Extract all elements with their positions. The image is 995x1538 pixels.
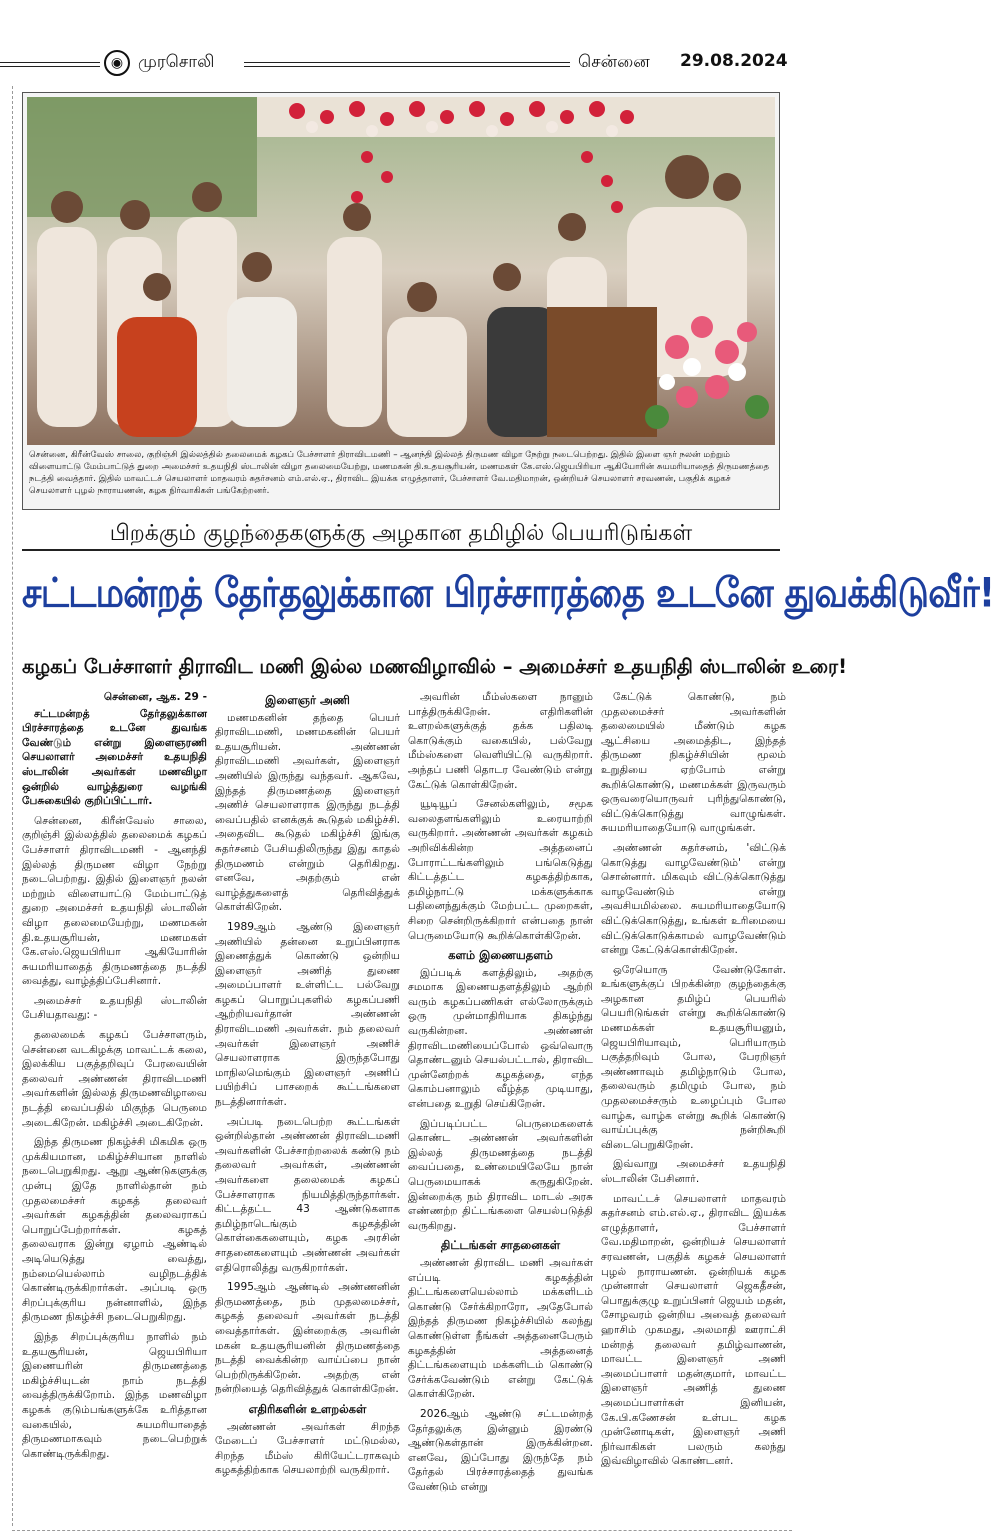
bottom-rule bbox=[12, 1530, 792, 1531]
paragraph: அண்ணன் அவர்கள் சிறந்த மேடைப் பேச்சாளர் மட்டுமல்ல, சிறந்த மீம்ஸ் கிரியேட்டராகவும் கழகத்திற்காக செயலாற்றி வருகிறார். bbox=[215, 1420, 400, 1477]
photo-caption: சென்னை, கிரீன்வேஸ் சாலை, குறிஞ்சி இல்லத்தில் தலைமைக் கழகப் பேச்சாளர் திராவிடமணி – ஆனந்தி இல்லத் திருமண விழா நேற்று நடைபெற்றது. இதில் இளை ஞர் நலன் மற்றும் விளையாட்டு மேம்பாட்டுத் துறை அமைச்சர் உதயநிதி ஸ்டாலின் விழா தலைமையேற்று, மணமகன் தி.உதயசூரியன், மணமகள் கே.எஸ்.ஜெயபிரியா ஆகியோரின் சுயமரியாதைத் திருமணத்தை நடத்தி வைத்தார். இதில் மாவட்டச் செயலாளர் மாதவரம் சுதர்சனம் எம்.எல்.ஏ., திராவிட இயக்க எழுத்தாளர், பேச்சாளர் வே.மதிமாறன், ஒன்றியச் செயலாளர் சரவணன், பகுதிக் கழகச் செயலாளர் புழல் நாராயணன், கழக நிர்வாகிகள் பங்கேற்றனர். bbox=[29, 450, 770, 496]
paragraph: இந்த சிறப்புக்குரிய நாளில் நம் உதயசூரியன், ஜெயபிரியா இணையரின் திருமணத்தை மகிழ்ச்சியுடன் நாம் நடத்தி வைத்திருக்கிறோம். இந்த மணவிழா கழகக் குடும்பங்களுக்கே உரித்தான வகையில், சுயமரியாதைத் திருமணமாகவும் நடைபெற்றுக் கொண்டிருக்கிறது. bbox=[22, 1330, 207, 1460]
paragraph: அவரின் மீம்ஸ்களை நானும் பாத்திருக்கிறேன். எதிரிகளின் உளறல்களுக்குத் தக்க பதிலடி கொடுக்கும் வகையில், பல்வேறு மீம்ஸ்களை வெளியிட்டு வருகிறார். அந்தப் பணி தொடர வேண்டும் என்று கேட்டுக் கொள்கிறேன். bbox=[408, 691, 593, 791]
edition-city: சென்னை bbox=[578, 52, 650, 72]
lead-paragraph: சட்டமன்றத் தேர்தலுக்கான பிரச்சாரத்தை உடனே துவங்க வேண்டும் என்று இளைஞரணி செயலாளர் அமைச்சர் உதயநிதி ஸ்டாலின் அவர்கள் மணவிழா ஒன்றில் வாழ்த்துரை வழங்கி பேசுகையில் குறிப்பிட்டார். bbox=[22, 707, 207, 808]
section-heading: எதிரிகளின் உளறல்கள் bbox=[248, 1401, 367, 1416]
paragraph: கேட்டுக் கொண்டு, நம் முதலமைச்சர் அவர்களின் தலைமையில் மீண்டும் கழக ஆட்சியை அமைத்திட, இந்தத் திருமண நிகழ்ச்சியின் மூலம் உறுதியை ஏற்போம் என்று கூறிக்கொண்டு, மணமக்கள் இருவரும் ஒருவரையொருவர் புரிந்துகொண்டு, விட்டுக்கொடுத்து வாழுங்கள். சுயமரியாதையோடு வாழுங்கள். bbox=[601, 691, 786, 835]
paragraph: ஒரேயொரு வேண்டுகோள். உங்களுக்குப் பிறக்கின்ற குழந்தைக்கு அழகான தமிழ்ப் பெயரில் பெயரிடுங்கள் என்று கூறிக்கொண்டு மணமக்கள் உதயசூரியனும், ஜெயபிரியாவும், பெரியாரும் பகுத்தறிவும் போல, பேரறிஞர் அண்ணாவும் தமிழ்நாடும் போல, தலைவரும் தமிழும் போல, நம் முதலமைச்சரும் உழைப்பும் போல வாழ்க, வாழ்க என்று கூறிக் கொண்டு வாய்ப்புக்கு நன்றிகூறி விடைபெறுகிறேன். bbox=[601, 963, 786, 1151]
paragraph: 1989ஆம் ஆண்டு இளைஞர் அணியில் தன்னை உறுப்பினராக இணைத்துக் கொண்டு ஒன்றிய இளைஞர் அணித் துணை அமைப்பாளர் உள்ளிட்ட பல்வேறு கழகப் பொறுப்புகளில் கழகப்பணி ஆற்றியவர்தான் அண்ணன் திராவிடமணி அவர்கள். நம் தலைவர் அவர்கள் இளைஞர் அணிச் செயலாளராக இருந்தபோது மாநிலமெங்கும் இளைஞர் அணிப் பயிற்சிப் பாசறைக் கூட்டங்களை நடத்தினார்கள். bbox=[215, 920, 400, 1109]
section-heading: களம் இணையதளம் bbox=[448, 948, 553, 963]
main-headline: சட்டமன்றத் தேர்தலுக்கான பிரச்சாரத்தை உடனே துவக்கிடுவீர்! bbox=[22, 571, 995, 617]
paragraph: யூடியூப் சேனல்களிலும், சமூக வலைதளங்களிலும் உரையாற்றி வருகிறார். அண்ணன் அவர்கள் கழகம் அறிவிக்கின்ற அத்தனைப் போராட்டங்களிலும் பங்கெடுத்து கிட்டத்தட்ட கழகத்திற்காக, தமிழ்நாட்டு மக்களுக்காக பதினைந்துக்கும் மேற்பட்ட முறைகள், சிறை சென்றிருக்கிறார் என்பதை நான் பெருமையோடு கூறிக்கொள்கிறேன். bbox=[408, 798, 593, 942]
paragraph: 2026ஆம் ஆண்டு சட்டமன்றத் தேர்தலுக்கு இன்னும் இரண்டு ஆண்டுகள்தான் இருக்கின்றன. எனவே, இப்போது இருந்தே நம் தேர்தல் பிரச்சாரத்தைத் துவங்க வேண்டும் என்று bbox=[408, 1407, 593, 1493]
paragraph: தலைமைக் கழகப் பேச்சாளரும், சென்னை வடகிழக்கு மாவட்டக் கலை, இலக்கிய பகுத்தறிவுப் பேரவையின் தலைவர் அண்ணன் திராவிடமணி அவர்களின் இல்லத் திருமணவிழாவை நடத்தி வைப்பதில் மிகுந்த பெருமை அடைகிறேன். மகிழ்ச்சி அடைகிறேன். bbox=[22, 1029, 207, 1129]
section-heading: திட்டங்கள் சாதனைகள் bbox=[440, 1238, 561, 1253]
article-body bbox=[22, 690, 786, 1530]
article-column-3 bbox=[408, 690, 593, 1530]
paragraph: இந்த திருமண நிகழ்ச்சி மிகமிக ஒரு முக்கியமான, மகிழ்ச்சியான நாளில் நடைபெறுகிறது. ஆறு ஆண்டுகளுக்கு முன்பு இதே நாளில்தான் நம் முதலமைச்சர் கழகத் தலைவர் அவர்கள் கழகத்தின் தலைவராகப் பொறுப்பேற்றார்கள். கழகத் தலைவராக இன்று ஏழாம் ஆண்டில் அடியெடுத்து வைத்து, நம்மையெல்லாம் வழிநடத்திக் கொண்டிருக்கிறார்கள். அப்படி ஒரு சிறப்புக்குரிய நன்னாளில், இந்த திருமண நிகழ்ச்சி நடைபெறுகிறது. bbox=[22, 1136, 207, 1324]
wedding-event-photo bbox=[27, 97, 775, 445]
paragraph: மணமகனின் தந்தை பெயர் திராவிடமணி, மணமகனின் பெயர் உதயசூரியன். அண்ணன் திராவிடமணி அவர்கள், இளைஞர் அணியில் இருந்து வந்தவர். ஆகவே, இந்தத் திருமணத்தை இளைஞர் அணிச் செயலாளராக இருந்து நடத்தி வைப்பதில் எனக்குக் கூடுதல் மகிழ்ச்சி. அதைவிட கூடுதல் மகிழ்ச்சி இங்கு சுதர்சனம் பேசியதிலிருந்து இது காதல் திருமணம் என்றும் தெரிகிறது. எனவே, அதற்கும் என் வாழ்த்துகளைத் தெரிவித்துக் கொள்கிறேன். bbox=[215, 711, 400, 914]
masthead bbox=[0, 50, 800, 76]
drum-logo-icon: ◉ bbox=[104, 50, 130, 76]
paragraph: மாவட்டச் செயலாளர் மாதவரம் சுதர்சனம் எம்.எல்.ஏ., திராவிட இயக்க எழுத்தாளர், பேச்சாளர் வே.மதிமாறன், ஒன்றியச் செயலாளர் சரவணன், பகுதிக் கழகச் செயலாளர் புழல் நாராயணன். ஒன்றியக் கழக முன்னாள் செயலாளர் ஜெகதீசன், பொதுக்குழு உறுப்பினர் ஜெயம் மதன், சோழவரம் ஒன்றிய அவைத் தலைவர் ஹாசிம் முகமது, அலமாதி ஊராட்சி மன்றத் தலைவர் தமிழ்வாணன், மாவட்ட இளைஞர் அணி அமைப்பாளர் மதன்குமார், மாவட்ட இளைஞர் அணித் துணை அமைப்பாளர்கள் இனியன், கே.பி.கணேசன் உள்பட கழக முன்னோடிகள், இளைஞர் அணி நிர்வாகிகள் பலரும் கலந்து இவ்விழாவில் கொண்டனர். bbox=[601, 1192, 786, 1468]
section-heading: இளைஞர் அணி bbox=[265, 693, 350, 707]
paragraph: அண்ணன் சுதர்சனம், 'விட்டுக் கொடுத்து வாழவேண்டும்' என்று சொன்னார். மிகவும் விட்டுக்கொடுத்து வாழவேண்டும் என்று அவசியமில்லை. சுயமரியாதையோடு விட்டுக்கொடுத்து, உங்கள் உரிமையை விட்டுக்கொடுக்காமல் வாழவேண்டும் என்று கேட்டுக்கொள்கிறேன். bbox=[601, 841, 786, 957]
paragraph: அமைச்சர் உதயநிதி ஸ்டாலின் பேசியதாவது: - bbox=[22, 994, 207, 1022]
paragraph: இவ்வாறு அமைச்சர் உதயநிதி ஸ்டாலின் பேசினார். bbox=[601, 1158, 786, 1185]
sub-headline: கழகப் பேச்சாளர் திராவிட மணி இல்ல மணவிழாவில் – அமைச்சர் உதயநிதி ஸ்டாலின் உரை! bbox=[22, 655, 847, 678]
photo-block bbox=[22, 92, 780, 510]
paragraph: அண்ணன் திராவிட மணி அவர்கள் எப்படி கழகத்தின் திட்டங்களையெல்லாம் மக்களிடம் கொண்டு சேர்க்கிறாரோ, அதேபோல் இந்தத் திருமண நிகழ்ச்சியில் கலந்து கொண்டுள்ள நீங்கள் அத்தனைபேரும் கழகத்தின் அத்தனைத் திட்டங்களையும் மக்களிடம் கொண்டு சேர்க்கவேண்டும் என்று கேட்டுக் கொள்கிறேன். bbox=[408, 1256, 593, 1401]
masthead-rule-left bbox=[0, 62, 100, 67]
slogan-banner: பிறக்கும் குழந்தைகளுக்கு அழகான தமிழில் பெயரிடுங்கள் bbox=[22, 519, 780, 551]
masthead-rule-middle bbox=[244, 62, 570, 67]
article-column-4 bbox=[601, 690, 786, 1530]
paragraph: சென்னை, கிரீன்வேஸ் சாலை, குறிஞ்சி இல்லத்தில் தலைமைக் கழகப் பேச்சாளர் திராவிடமணி - ஆனந்தி இல்லத் திருமண விழா நேற்று நடைபெற்றது. இதில் இளைஞர் நலன் மற்றும் விளையாட்டு மேம்பாட்டுத் துறை அமைச்சர் உதயநிதி ஸ்டாலின் விழா தலைமையேற்று, மணமகன் தி.உதயசூரியன், மணமகள் கே.எஸ்.ஜெயபிரியா ஆகியோரின் சுயமரியாதைத் திருமணத்தை நடத்தி வைத்து, வாழ்த்திப்பேசினார். bbox=[22, 814, 207, 988]
dateline: சென்னை, ஆக. 29 - bbox=[103, 691, 207, 703]
paper-name: முரசொலி bbox=[138, 52, 215, 72]
paragraph: இப்படிக் களத்திலும், அதற்கு சமமாக இணையதளத்திலும் ஆற்றி வரும் கழகப்பணிகள் எல்லோருக்கும் ஒரு முன்மாதிரியாக திகழ்ந்து வருகின்றன. அண்ணன் திராவிடமணியைப்போல் ஒவ்வொரு தொண்டனும் செயல்பட்டால், திராவிட முன்னேற்றக் கழகத்தை, எந்த கொம்பனாலும் வீழ்த்த முடியாது, என்பதை உறுதி செய்கிறேன். bbox=[408, 966, 593, 1111]
article-column-2 bbox=[215, 690, 400, 1530]
wedding-photo-illustration bbox=[27, 97, 775, 445]
paragraph: 1995ஆம் ஆண்டில் அண்ணனின் திருமணத்தை, நம் முதலமைச்சர், கழகத் தலைவர் அவர்கள் நடத்தி வைத்தார்கள். இன்றைக்கு அவரின் மகன் உதயசூரியனின் திருமணத்தை நடத்தி வைக்கின்ற வாய்ப்பை நான் பெற்றிருக்கிறேன். அதற்கு என் நன்றியைத் தெரிவித்துக் கொள்கிறேன். bbox=[215, 1281, 400, 1396]
edition-date: 29.08.2024 bbox=[680, 51, 788, 71]
article-column-1 bbox=[22, 690, 207, 1530]
left-margin-rule bbox=[12, 86, 13, 1526]
paragraph: அப்படி நடைபெற்ற கூட்டங்கள் ஒன்றில்தான் அண்ணன் திராவிடமணி அவர்களின் பேச்சாற்றலைக் கண்டு நம் தலைவர் அவர்கள், அண்ணன் அவர்களை தலைமைக் கழகப் பேச்சாளராக நியமித்திருந்தார்கள். கிட்டத்தட்ட 43 ஆண்டுகளாக தமிழ்நாடெங்கும் கழகத்தின் கொள்கைகளையும், கழக அரசின் சாதனைகளையும் அண்ணன் அவர்கள் எதிரொலித்து வருகிறார்கள். bbox=[215, 1115, 400, 1274]
paragraph: இப்படிப்பட்ட பெருமைகளைக் கொண்ட அண்ணன் அவர்களின் இல்லத் திருமணத்தை நடத்தி வைப்பதை, உண்மையிலேயே நான் பெருமையாகக் கருதுகிறேன். இன்றைக்கு நம் திராவிட மாடல் அரசு எண்ணற்ற திட்டங்களை செயல்படுத்தி வருகிறது. bbox=[408, 1117, 593, 1232]
